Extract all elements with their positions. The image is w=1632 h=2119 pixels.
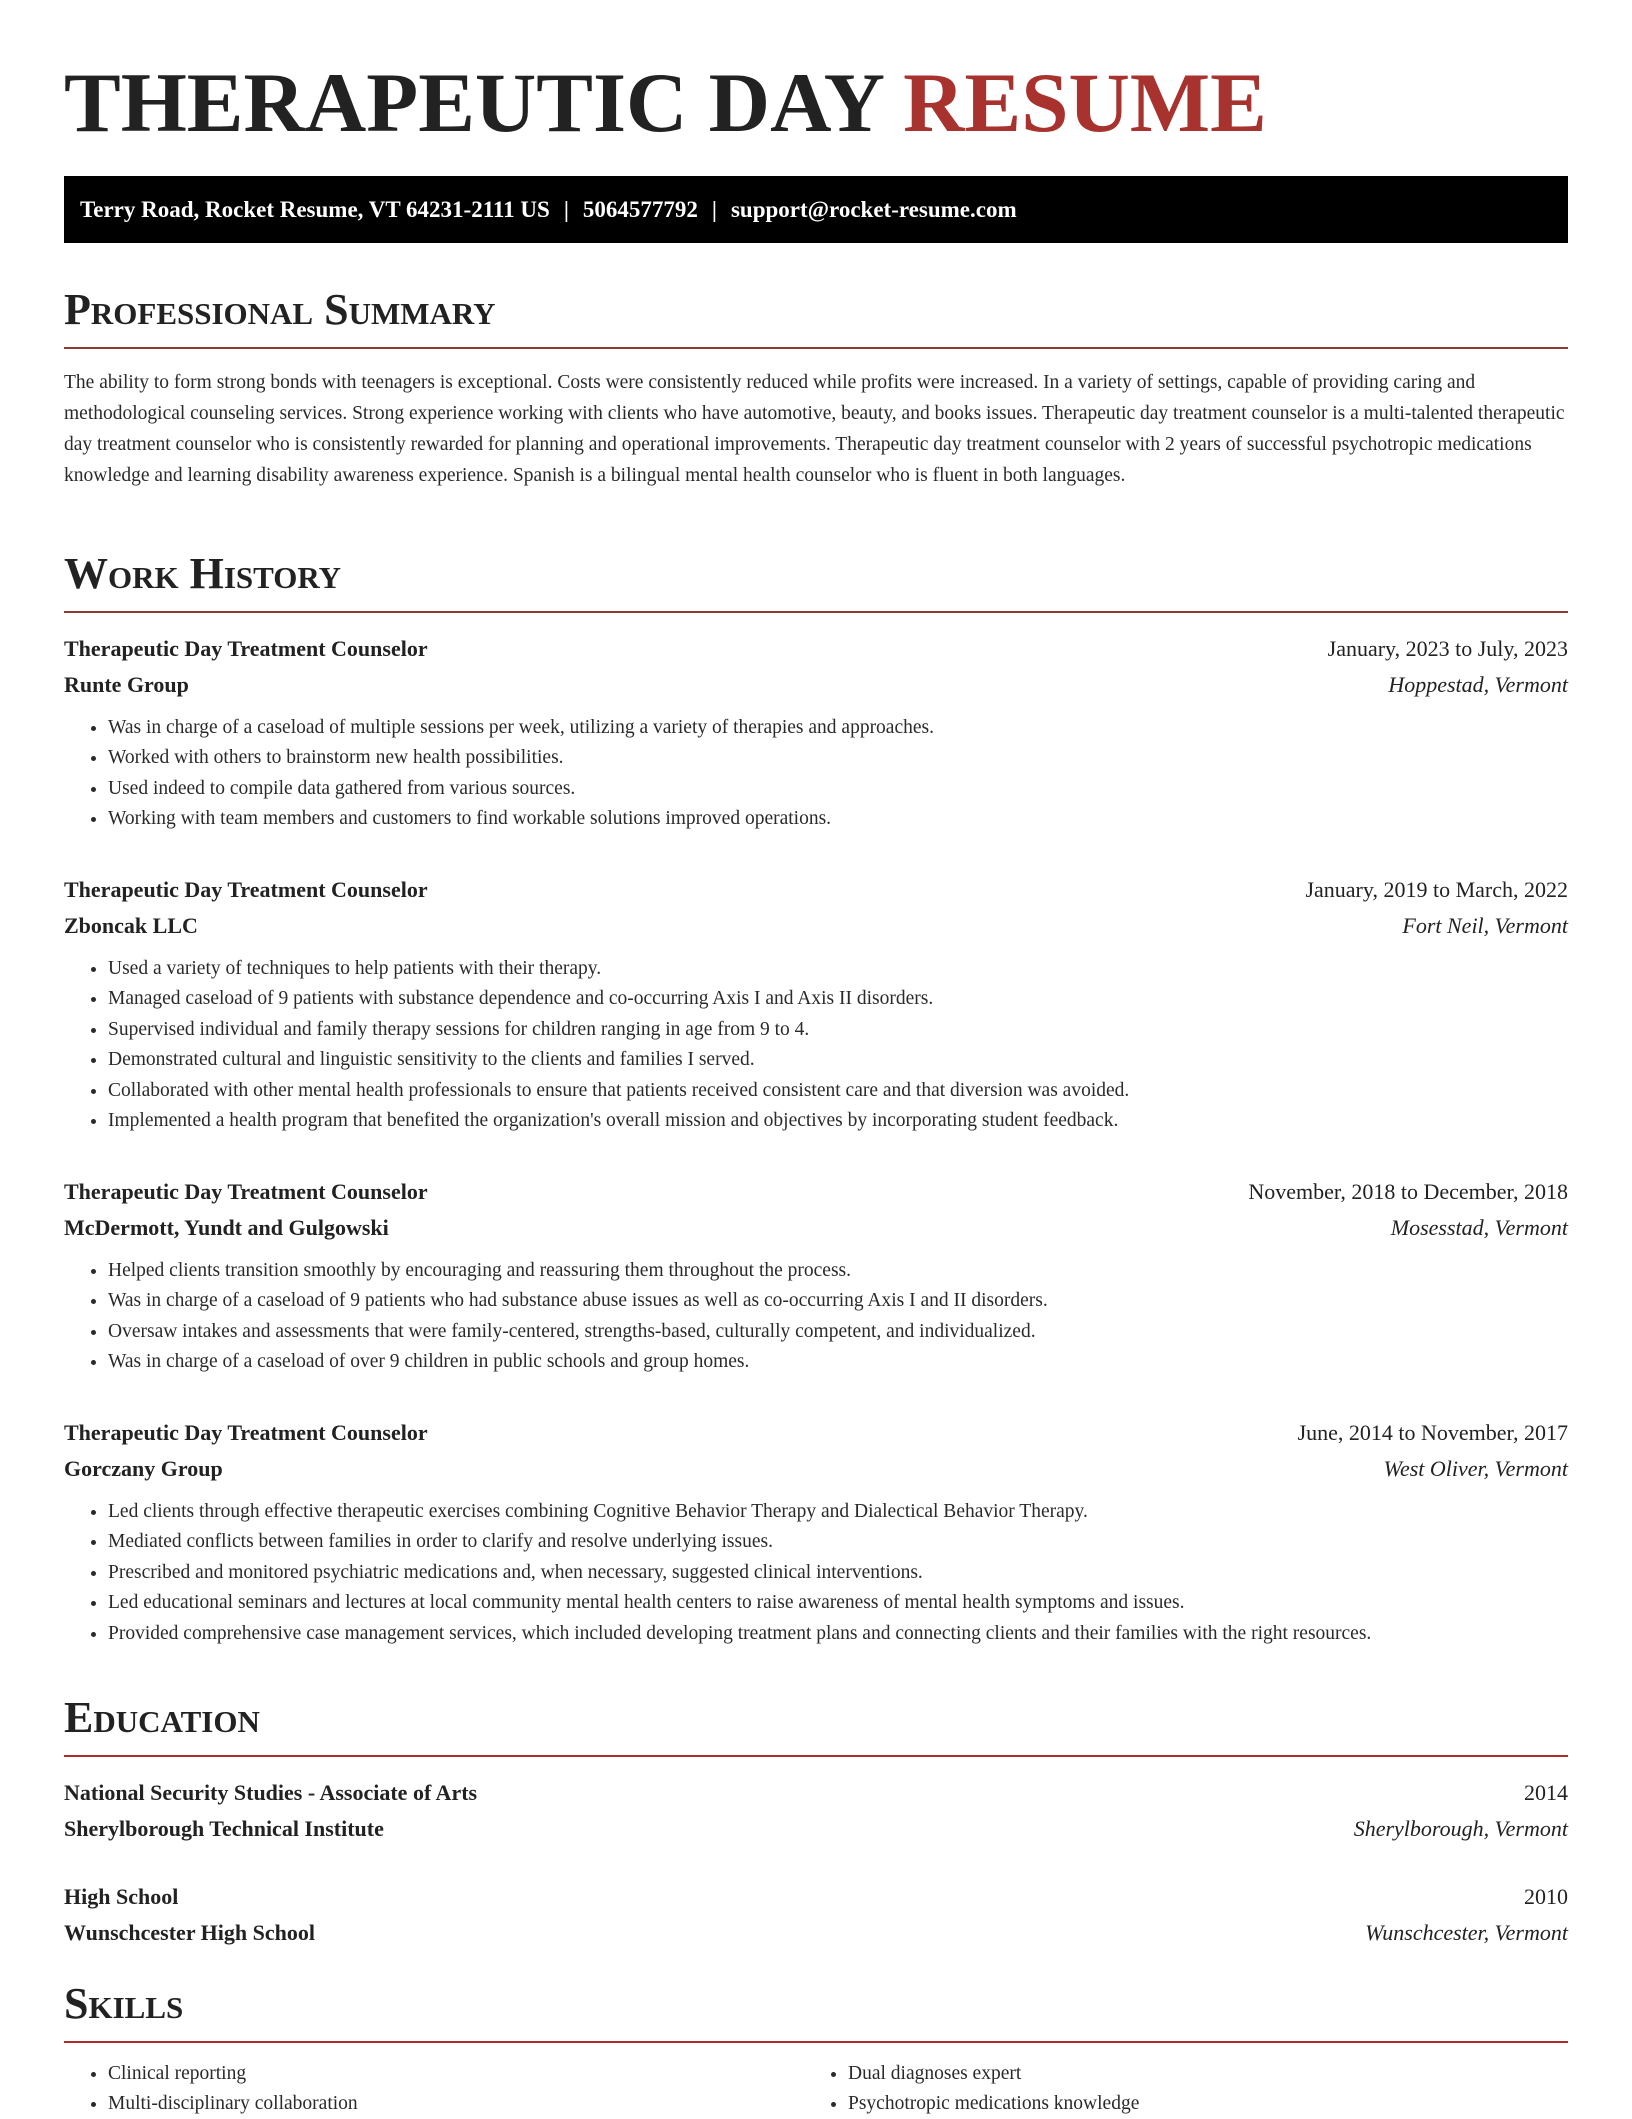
skills-section [64,1978,1568,2119]
contact-email: support@rocket-resume.com [730,197,1017,222]
job-dates: January, 2023 to July, 2023 [1327,635,1568,661]
contact-separator: | [711,197,717,222]
job-bullet: • Worked with others to brainstorm new health possibilities. [108,743,1568,774]
job-entry [64,872,1568,1137]
job-bullet: • Prescribed and monitored psychiatric medications and, when necessary, suggested clinical interventions. [108,1558,1568,1589]
summary-text: The ability to form strong bonds with teenagers is exceptional. Costs were consistently reduced while profits were increased. In a variety of settings, capable of providing caring and methodological counseling services. Strong experience working with clients who have automotive, beauty, and books issues. Therapeutic day treatment counselor is a multi-talented therapeutic day treatment counselor who is consistently rewarded for planning and operational improvements. Therapeutic day treatment counselor with 2 years of successful psychotropic medications knowledge and learning disability awareness experience. Spanish is a bilingual mental health counselor who is fluent in both languages. [64,371,1565,486]
education-degree: High School [64,1883,179,1909]
job-bullets [64,1497,1568,1650]
job-company: Runte Group [64,671,189,697]
job-bullet: • Implemented a health program that benefited the organization's overall mission and objectives by incorporating student feedback. [108,1106,1568,1137]
education-entry [64,1879,1568,1951]
job-location: West Oliver, Vermont [1383,1455,1568,1481]
work-history-section [64,548,1568,1649]
education-school: Wunschcester High School [64,1919,315,1945]
education-heading: Education [64,1692,1568,1757]
education-location: Wunschcester, Vermont [1365,1919,1568,1945]
resume-title [64,52,1267,154]
skill-item: • Clinical reporting [108,2059,804,2089]
job-dates: November, 2018 to December, 2018 [1248,1178,1568,1204]
job-bullet: • Led educational seminars and lectures at local community mental health centers to raise awareness of mental health symptoms and issues. [108,1588,1568,1619]
job-bullet: • Mediated conflicts between families in order to clarify and resolve underlying issues. [108,1527,1568,1558]
job-location: Fort Neil, Vermont [1402,912,1568,938]
job-bullet: • Helped clients transition smoothly by encouraging and reassuring them throughout the process. [108,1256,1568,1287]
job-dates: January, 2019 to March, 2022 [1305,876,1568,902]
education-year: 2010 [1524,1883,1568,1909]
skill-item: • Psychotropic medications knowledge [848,2089,1544,2119]
job-bullets [64,954,1568,1137]
skills-heading: Skills [64,1978,1568,2043]
job-bullet: • Was in charge of a caseload of 9 patients who had substance abuse issues as well as co-occurring Axis I and II disorders. [108,1286,1568,1317]
job-title: Therapeutic Day Treatment Counselor [64,635,428,661]
education-location: Sherylborough, Vermont [1353,1815,1568,1841]
job-bullet: • Supervised individual and family therapy sessions for children ranging in age from 9 to 4. [108,1015,1568,1046]
summary-heading: Professional Summary [64,284,1568,349]
education-degree: National Security Studies - Associate of Arts [64,1779,478,1805]
job-bullet: • Used a variety of techniques to help patients with their therapy. [108,954,1568,985]
job-bullets [64,1256,1568,1378]
skills-list-left [64,2059,804,2119]
education-school: Sherylborough Technical Institute [64,1815,384,1841]
education-year: 2014 [1524,1779,1568,1805]
job-company: Gorczany Group [64,1455,223,1481]
job-title: Therapeutic Day Treatment Counselor [64,876,428,902]
job-entry [64,1174,1568,1378]
job-bullet: • Working with team members and customers to find workable solutions improved operations. [108,804,1568,835]
job-bullet: • Oversaw intakes and assessments that were family-centered, strengths-based, culturally competent, and individualized. [108,1317,1568,1348]
job-title: Therapeutic Day Treatment Counselor [64,1419,428,1445]
job-bullet: • Managed caseload of 9 patients with substance dependence and co-occurring Axis I and Axis II disorders. [108,984,1568,1015]
contact-address: Terry Road, Rocket Resume, VT 64231-2111 US [80,197,550,222]
title-accent: RESUME [903,56,1267,150]
job-bullet: • Demonstrated cultural and linguistic sensitivity to the clients and families I served. [108,1045,1568,1076]
job-bullet: • Led clients through effective therapeutic exercises combining Cognitive Behavior Therapy and Dialectical Behavior Therapy. [108,1497,1568,1528]
contact-separator: | [563,197,569,222]
job-bullet: • Was in charge of a caseload of multiple sessions per week, utilizing a variety of therapies and approaches. [108,713,1568,744]
education-entry [64,1775,1568,1847]
job-company: Zboncak LLC [64,912,198,938]
education-section [64,1692,1568,1951]
job-title: Therapeutic Day Treatment Counselor [64,1178,428,1204]
job-dates: June, 2014 to November, 2017 [1297,1419,1568,1445]
job-bullet: • Used indeed to compile data gathered from various sources. [108,774,1568,805]
skill-item: • Multi-disciplinary collaboration [108,2089,804,2119]
contact-phone: 5064577792 [582,197,698,222]
job-company: McDermott, Yundt and Gulgowski [64,1214,389,1240]
summary-section [64,284,1568,491]
job-location: Mosesstad, Vermont [1390,1214,1568,1240]
skills-list-right [804,2059,1544,2119]
job-bullet: • Was in charge of a caseload of over 9 children in public schools and group homes. [108,1347,1568,1378]
skill-item: • Dual diagnoses expert [848,2059,1544,2089]
job-entry [64,1415,1568,1650]
job-bullet: • Collaborated with other mental health professionals to ensure that patients received consistent care and that diversion was avoided. [108,1076,1568,1107]
contact-bar [64,176,1568,243]
title-main: THERAPEUTIC DAY [64,56,904,150]
job-bullets [64,713,1568,835]
job-location: Hoppestad, Vermont [1388,671,1568,697]
job-entry [64,631,1568,835]
skills-columns [64,2059,1568,2119]
work-history-heading: Work History [64,548,1568,613]
job-bullet: • Provided comprehensive case management services, which included developing treatment plans and connecting clients and their families with the right resources. [108,1619,1568,1650]
